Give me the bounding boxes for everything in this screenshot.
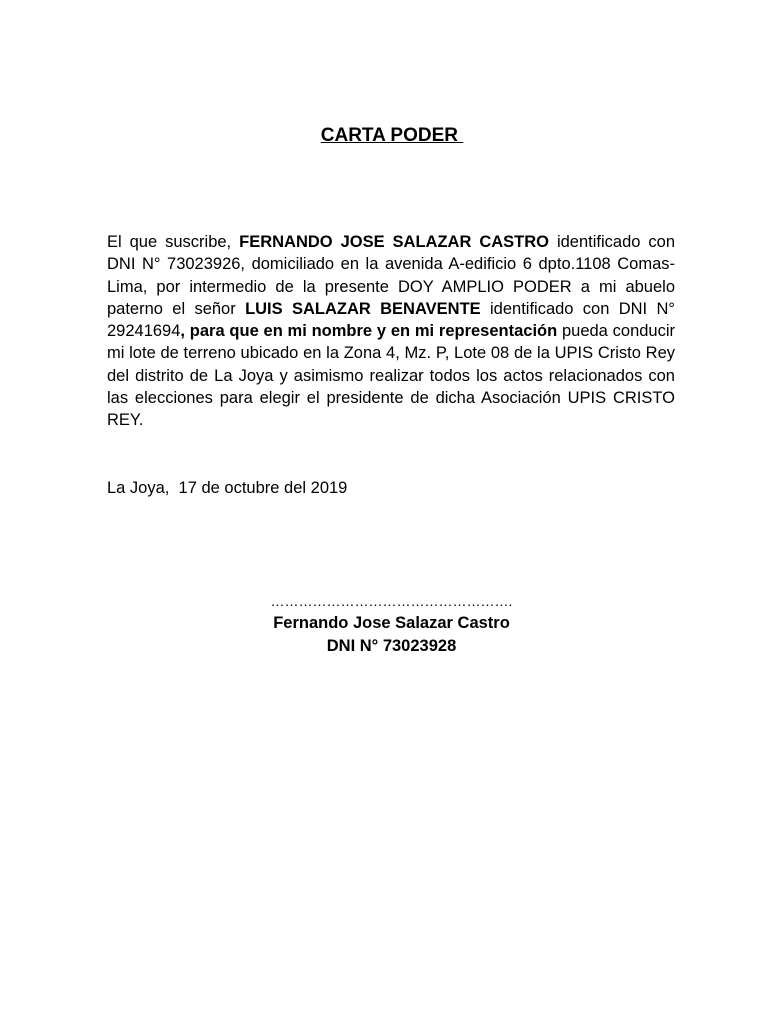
grantor-name: FERNANDO JOSE SALAZAR CASTRO <box>239 233 549 251</box>
representation-clause: , para que en mi nombre y en mi representación <box>180 322 558 341</box>
body-paragraph <box>107 231 675 432</box>
signer-dni: DNI N° 73023928 <box>326 637 457 655</box>
attorney-name: LUIS SALAZAR BENAVENTE <box>245 299 481 318</box>
body-text-4: pueda conducir mi lote de terreno ubicado en la Zona 4, Mz. P, Lote 08 de la UPIS Cristo Rey del distrito de La Joya y asimismo realizar todos los actos relacionados con las elecciones para elegir el presidente de dicha Asociación UPIS CRISTO REY. <box>107 322 676 430</box>
signer-name: Fernando Jose Salazar Castro <box>273 614 510 632</box>
body-text-1: El que suscribe, <box>107 233 240 251</box>
place-date: La Joya, 17 de octubre del 2019 <box>107 479 348 497</box>
body-text-2: identificado con DNI N° 73023926, domiciliado en la avenida A-edificio 6 dpto.1108 Comas-Lima, por intermedio de la presente DOY AMPLIO PODER a mi abuelo paterno el señor <box>107 233 675 318</box>
document-title: CARTA PODER <box>320 125 464 146</box>
signature-block <box>200 590 583 658</box>
body-text-3: identificado con DNI N° 29241694 <box>107 299 675 341</box>
signature-line: ……………………………………………. <box>270 593 513 609</box>
